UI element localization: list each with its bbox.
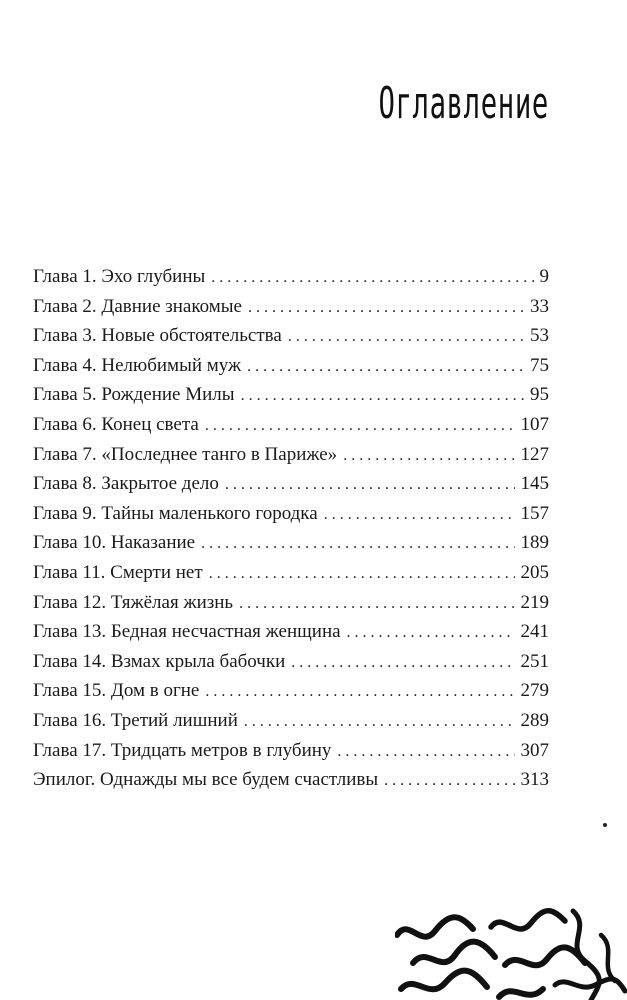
toc-entry-page: 145 (520, 473, 549, 495)
dot-leader (291, 648, 514, 678)
toc-entry (33, 647, 549, 677)
toc-entry (33, 410, 549, 440)
toc-entry-page: 157 (520, 502, 549, 524)
toc-entry-title: Эпилог. Однажды мы все будем счастливы (33, 769, 379, 791)
dot-leader (288, 322, 524, 352)
toc-entry-title: Глава 1. Эхо глубины (33, 266, 206, 287)
toc-entry-title: Глава 6. Конец света (33, 413, 199, 435)
wave-ornament-icon (395, 905, 627, 1000)
dot-leader (343, 441, 514, 471)
toc-entry-title: Глава 4. Нелюбимый муж (33, 354, 242, 376)
toc-entry-page: 107 (520, 413, 549, 435)
toc-entry (33, 292, 549, 322)
toc-entry (33, 262, 549, 292)
toc-entry-page: 9 (539, 266, 549, 287)
toc-entry-page: 307 (520, 739, 549, 761)
toc-entry (33, 736, 549, 766)
toc-entry-page: 279 (520, 680, 549, 702)
toc-entry-page: 75 (530, 354, 549, 376)
toc-entry-page: 33 (530, 295, 549, 317)
toc-entry-page: 313 (520, 769, 549, 791)
toc-entry-title: Глава 2. Давние знакомые (33, 295, 242, 317)
toc-entry-page: 53 (530, 325, 549, 347)
dot-leader (209, 559, 515, 589)
dot-leader (337, 737, 514, 767)
toc-entry (33, 765, 549, 795)
toc-entry (33, 706, 549, 736)
dot-leader (205, 411, 515, 441)
toc-entry-page: 95 (530, 384, 549, 406)
toc-entry (33, 617, 549, 647)
dot-leader (241, 381, 524, 411)
toc-entry-page: 219 (520, 591, 549, 613)
dot-leader (324, 500, 515, 530)
toc-entry-title: Глава 5. Рождение Милы (33, 384, 235, 406)
toc-entry (33, 676, 549, 706)
dot-leader (244, 707, 515, 737)
dot-leader (205, 677, 514, 707)
toc-entry (33, 440, 549, 470)
toc-entry-page: 189 (520, 532, 549, 554)
toc-entry (33, 380, 549, 410)
toc-entry-page: 241 (520, 621, 549, 643)
toc-entry-title: Глава 9. Тайны маленького городка (33, 502, 318, 524)
toc-entry-page: 251 (520, 650, 549, 672)
table-of-contents (33, 262, 549, 795)
page-title: Оглавление (378, 78, 549, 129)
toc-entry-title: Глава 7. «Последнее танго в Париже» (33, 443, 338, 465)
toc-entry-page: 289 (520, 709, 549, 731)
toc-entry-title: Глава 13. Бедная несчастная женщина (33, 621, 341, 643)
toc-entry-title: Глава 12. Тяжёлая жизнь (33, 591, 234, 613)
toc-entry-title: Глава 3. Новые обстоятельства (33, 325, 282, 347)
toc-entry (33, 321, 549, 351)
toc-entry (33, 499, 549, 529)
dot-leader (201, 529, 514, 559)
dot-leader (347, 618, 515, 648)
dot-leader (211, 263, 533, 293)
dot-leader (247, 352, 524, 382)
dot-leader (248, 293, 524, 323)
toc-entry-title: Глава 15. Дом в огне (33, 680, 200, 702)
toc-entry (33, 351, 549, 381)
toc-entry (33, 588, 549, 618)
toc-entry-title: Глава 16. Третий лишний (33, 709, 238, 731)
toc-entry-page: 205 (520, 561, 549, 583)
dot-leader (239, 589, 514, 619)
dot-leader (225, 470, 515, 500)
toc-entry-title: Глава 11. Смерти нет (33, 561, 203, 583)
toc-entry-page: 127 (520, 443, 549, 465)
toc-entry (33, 558, 549, 588)
toc-entry-title: Глава 10. Наказание (33, 532, 196, 554)
ink-speck (603, 823, 607, 827)
toc-entry-title: Глава 17. Тридцать метров в глубину (33, 739, 332, 761)
toc-entry (33, 528, 549, 558)
toc-entry (33, 469, 549, 499)
toc-entry-title: Глава 14. Взмах крыла бабочки (33, 650, 286, 672)
toc-entry-title: Глава 8. Закрытое дело (33, 473, 219, 495)
dot-leader (384, 766, 514, 796)
